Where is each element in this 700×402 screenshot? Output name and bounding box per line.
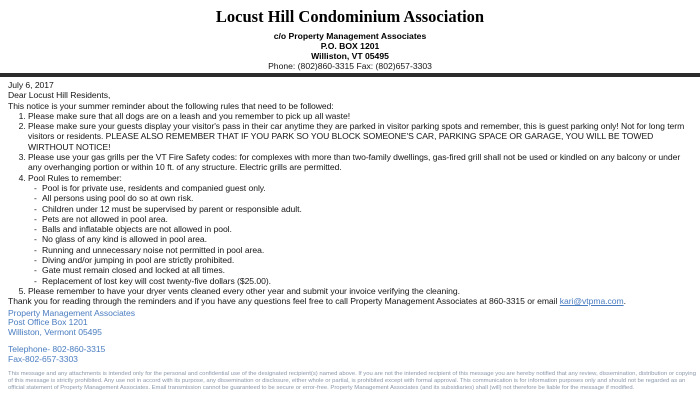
- pool-rule-item: - Pool is for private use, residents and companied guest only.: [42, 183, 696, 193]
- signature-telephone: Telephone- 802-860-3315: [8, 344, 106, 355]
- thank-you-text: Thank you for reading through the reminders and if you have any questions feel free to call Property Management Associates at 860-3315 or email: [8, 296, 560, 307]
- po-box-line: P.O. BOX 1201: [320, 41, 380, 51]
- pool-rule-item: - Running and unnecessary noise not permitted in pool area.: [42, 245, 696, 255]
- pool-rule-item: - Gate must remain closed and locked at all times.: [42, 265, 696, 275]
- confidentiality-disclaimer: This message and any attachments is intended only for the personal and confidential use of the designated recipient(s) named above. If you are not the intended recipient of this message you are hereby notified that any review, dissemination, distribution or copying of this message is strictly prohibited. Any use not in accord with its purpose, any dissemination or disclosure, either whole or partial, is prohibited except with formal approval. This communication is for information purposes only and should not be regarded as an official statement of Property Management Associates. Email transmission cannot be guaranteed to be secure or error-free. Property Management Associates (and its subsidiaries) shall (will) not therefore be liable for the message if modified.: [8, 371, 696, 392]
- letter-body: [0, 77, 700, 392]
- intro-line: This notice is your summer reminder about the following rules that need to be followed:: [8, 100, 334, 111]
- thank-you-period: .: [623, 296, 626, 307]
- salutation: Dear Locust Hill Residents,: [8, 90, 111, 101]
- email-link[interactable]: kari@vtpma.com: [559, 296, 624, 307]
- pool-rule-item: - Children under 12 must be supervised by parent or responsible adult.: [42, 204, 696, 214]
- signature-address-line1: Post Office Box 1201: [8, 317, 88, 328]
- pool-rules-heading: Pool Rules to remember:: [28, 172, 122, 183]
- pool-rule-item: - Replacement of lost key will cost twenty-five dollars ($25.00).: [42, 276, 696, 286]
- pool-rule-item: - All persons using pool do so at own risk.: [42, 193, 696, 203]
- letterhead: [0, 0, 700, 71]
- pool-rules-list: [28, 183, 696, 286]
- rule-item-2: 2. Please make sure your guests display your visitor's pass in their car anytime they are parked in visitor parking spots and remember, this is guest parking only! Not for long term visitors or residents. PLEASE ALSO REMEMBER THAT IF YOU PARK SO YOU BLOCK SOMEONE'S CAR, PARKING SPACE OR GARAGE, YOU WILL BE TOWED WIRTHOUT NOTICE!: [28, 121, 696, 152]
- rule-item-1: 1. Please make sure that all dogs are on a leash and you remember to pick up all waste!: [28, 111, 696, 121]
- rule-item-5: 5. Please remember to have your dryer vents cleaned every other year and submit your invoice verifying the cleaning.: [28, 286, 696, 296]
- signature-address-line2: Williston, Vermont 05495: [8, 326, 102, 337]
- rule-item-3: 3. Please use your gas grills per the VT Fire Safety codes: for complexes with more than two-family dwellings, gas-fired grill shall not be used or kindled on any balcony or under any overhanging portion or within 10 ft. of any structure. Electric grills are permitted.: [28, 152, 696, 173]
- rule-item-4: [28, 173, 696, 286]
- organization-title: Locust Hill Condominium Association: [215, 7, 485, 26]
- pool-rule-item: - No glass of any kind is allowed in pool area.: [42, 234, 696, 244]
- pool-rule-item: - Pets are not allowed in pool area.: [42, 214, 696, 224]
- rules-list: [8, 111, 696, 296]
- pool-rule-item: - Diving and/or jumping in pool are strictly prohibited.: [42, 255, 696, 265]
- care-of-line: c/o Property Management Associates: [273, 31, 427, 41]
- signature-contact-block: [8, 345, 696, 364]
- letter-date: July 6, 2017: [8, 80, 54, 90]
- signature-fax: Fax-802-657-3303: [8, 353, 78, 364]
- thank-you-paragraph: [8, 296, 696, 306]
- signature-block: [8, 309, 696, 338]
- pool-rule-item: - Balls and inflatable objects are not allowed in pool.: [42, 224, 696, 234]
- signature-company: Property Management Associates: [8, 307, 135, 318]
- city-state-zip-line: Williston, VT 05495: [311, 51, 389, 61]
- phone-fax-line: Phone: (802)860-3315 Fax: (802)657-3303: [268, 61, 432, 71]
